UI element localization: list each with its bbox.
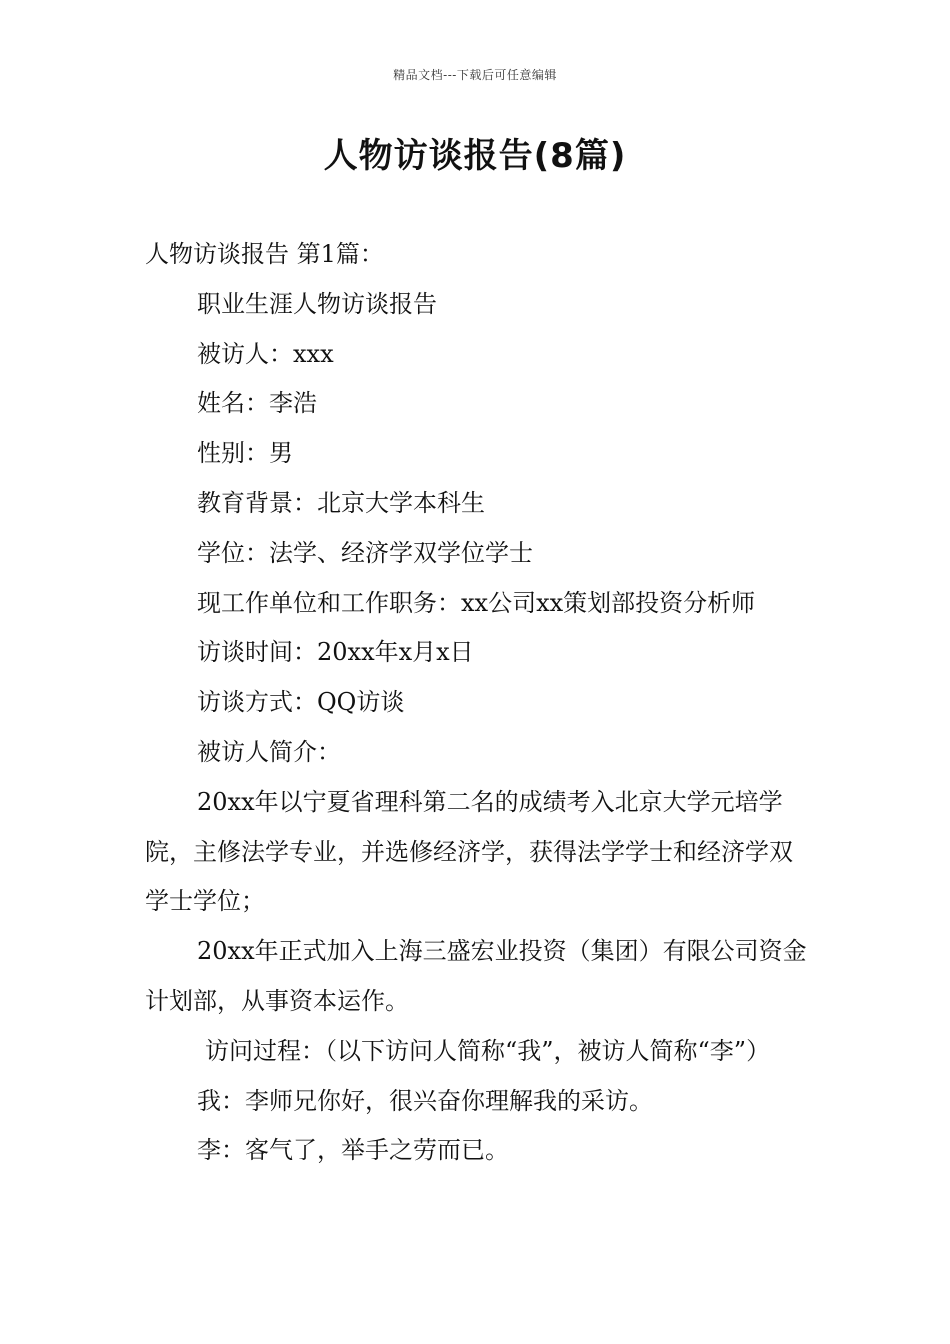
paragraph: 我：李师兄你好，很兴奋你理解我的采访。 bbox=[197, 1086, 653, 1115]
paragraph: 访谈方式：QQ访谈 bbox=[197, 688, 405, 717]
paragraph: 现工作单位和工作职务：xx公司xx策划部投资分析师 bbox=[197, 588, 756, 617]
paragraph: 李：客气了，举手之劳而已。 bbox=[197, 1136, 509, 1165]
paragraph: 访谈时间：20xx年x月x日 bbox=[197, 638, 474, 667]
paragraph: 学位：法学、经济学双学位学士 bbox=[197, 538, 533, 567]
paragraph: 被访人：xxx bbox=[197, 339, 334, 368]
paragraph: 20xx年正式加入上海三盛宏业投资（集团）有限公司资金计划部，从事资本运作。 bbox=[145, 937, 807, 1015]
paragraph: 性别：男 bbox=[197, 439, 293, 468]
paragraph: 教育背景：北京大学本科生 bbox=[197, 488, 485, 517]
paragraph: 职业生涯人物访谈报告 bbox=[197, 289, 437, 318]
section-heading: 人物访谈报告 第1篇： bbox=[145, 240, 384, 268]
document-title: 人物访谈报告(8篇) bbox=[323, 136, 627, 176]
paragraph: 20xx年以宁夏省理科第二名的成绩考入北京大学元培学院，主修法学专业，并选修经济学，获得法学学士和经济学双学士学位； bbox=[145, 787, 793, 916]
header-note: 精品文档---下载后可任意编辑 bbox=[393, 68, 557, 82]
paragraph: 姓名：李浩 bbox=[197, 389, 317, 418]
paragraph: 被访人简介： bbox=[197, 737, 341, 766]
paragraph: 访问过程：（以下访问人简称“我”，被访人简称“李”） bbox=[205, 1036, 771, 1065]
document-body bbox=[145, 230, 807, 1176]
